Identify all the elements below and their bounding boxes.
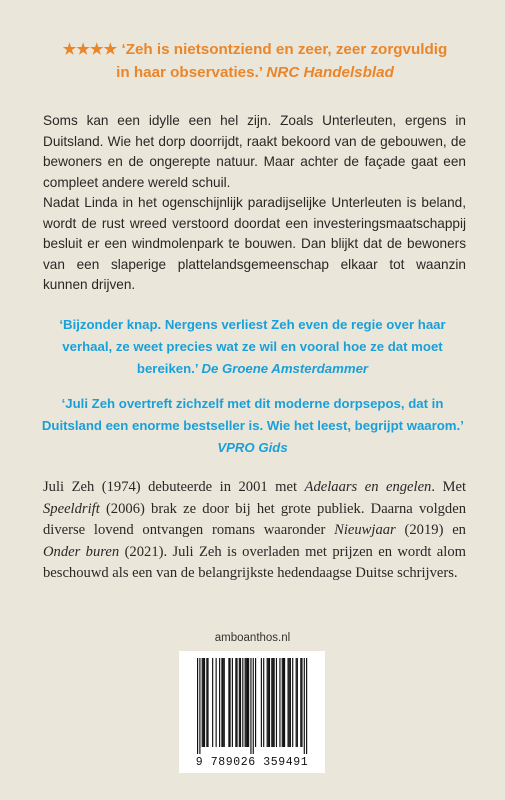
barcode-bar	[232, 658, 233, 747]
barcode-bar	[235, 658, 236, 747]
barcode-bar	[263, 658, 264, 747]
barcode-bar	[199, 658, 200, 754]
bio-title-1: Adelaars en engelen	[304, 479, 432, 495]
review-quote-groene-source: De Groene Amsterdammer	[201, 361, 369, 376]
barcode-bar	[274, 658, 275, 747]
barcode-bar	[255, 658, 256, 747]
barcode-bar	[223, 658, 224, 747]
barcode-bar	[229, 658, 230, 747]
barcode-bar	[246, 658, 247, 747]
barcode-bar	[224, 658, 225, 747]
barcode-bar	[221, 658, 222, 747]
barcode-bar	[248, 658, 249, 747]
bio-part-5: (2021). Juli Zeh is overladen met prijzen en wordt alom beschouwd als een van de belangrijkste hedendaagse Duitse schrijvers.	[43, 543, 466, 581]
barcode-bar	[219, 658, 220, 747]
barcode-bar	[261, 658, 262, 747]
barcode-bar	[287, 658, 288, 747]
barcode-bar	[292, 658, 293, 747]
barcode	[179, 651, 325, 773]
barcode-bar	[283, 658, 284, 747]
barcode-bar	[207, 658, 208, 747]
barcode-digits: 9 789026 359491	[195, 756, 309, 769]
barcode-bar	[296, 658, 297, 747]
barcode-bar	[236, 658, 237, 747]
barcode-bar	[289, 658, 290, 747]
bio-title-3: Nieuwjaar	[334, 522, 396, 538]
barcode-bar	[301, 658, 302, 747]
barcode-bar	[282, 658, 283, 747]
barcode-bar	[240, 658, 241, 747]
barcode-bar	[203, 658, 204, 747]
top-quote-line-2	[40, 61, 470, 84]
barcode-bar	[276, 658, 277, 747]
barcode-bar	[271, 658, 272, 747]
barcode-bar	[268, 658, 269, 747]
review-quote-groene	[40, 314, 465, 380]
publisher-website: amboanthos.nl	[214, 632, 291, 644]
barcode-bar	[247, 658, 248, 747]
bio-part-2: . Met	[431, 479, 467, 495]
top-quote-line-1	[40, 38, 470, 61]
barcode-bar	[279, 658, 280, 747]
barcode-bar	[228, 658, 229, 747]
top-quote-source: NRC Handelsblad	[266, 64, 394, 81]
barcode-bar	[253, 658, 254, 754]
synopsis-paragraph-2: Nadat Linda in het ogenschijnlijk paradijselijke Unterleuten is beland, wordt de rust wreed verstoord doordat een investeringsmaatschappij besluit er een windmolenpark te bouwen. Dan blijkt dat de bewoners van een slaperige plattelandsgemeenschap elkaar tot waanzin kunnen drijven.	[43, 195, 466, 292]
barcode-bar	[245, 658, 246, 747]
barcode-bar	[242, 658, 243, 747]
barcode-bar	[212, 658, 213, 747]
barcode-graphic	[179, 651, 325, 773]
bio-title-2: Speeldrift	[43, 500, 100, 517]
bio-title-4: Onder buren	[43, 543, 120, 560]
bio-part-4: (2019) en	[395, 522, 466, 538]
barcode-bar	[272, 658, 273, 747]
barcode-bar	[239, 658, 240, 747]
barcode-bar	[304, 658, 305, 754]
barcode-bar	[250, 658, 251, 754]
barcode-bar	[206, 658, 207, 747]
barcode-bar	[197, 658, 198, 754]
bio-part-1: Juli Zeh (1974) debuteerde in 2001 met	[43, 479, 305, 495]
barcode-bar	[300, 658, 301, 747]
barcode-bar	[204, 658, 205, 747]
top-quote-text-1: ‘Zeh is nietsontziend en zeer, zeer zorgvuldig	[121, 41, 448, 58]
author-bio	[43, 477, 466, 585]
review-quote-groene-text: ‘Bijzonder knap. Nergens verliest Zeh even de regie over haar verhaal, ze weet precies wat ze wil en vooral hoe ze dat moet bereiken.’	[59, 317, 446, 376]
synopsis-paragraph-1: Soms kan een idylle een hel zijn. Zoals Unterleuten, ergens in Duitsland. Wie het dorp doorrijdt, raakt bekoord van de gebouwen, de bewoners en de ongerepte natuur. Maar achter de façade gaat een compleet andere wereld schuil.	[43, 113, 466, 190]
rating-stars: ★★★★	[62, 41, 118, 58]
barcode-bar	[269, 658, 270, 747]
top-quote-text-2: in haar observaties.’	[116, 64, 263, 81]
barcode-bar	[290, 658, 291, 747]
review-quote-vpro-text: ‘Juli Zeh overtreft zichzelf met dit moderne dorpsepos, dat in Duitsland een enorme bestseller is. Wie het leest, begrijpt waarom.’	[41, 396, 464, 433]
review-quote-vpro	[40, 393, 465, 459]
barcode-bar	[284, 658, 285, 747]
bio-part-3: (2006) brak ze door bij het grote publiek. Daarna volgden diverse lovend ontvangen romans waaronder	[43, 500, 466, 538]
top-review-quote	[40, 38, 470, 84]
barcode-bar	[267, 658, 268, 747]
barcode-bar	[297, 658, 298, 747]
barcode-bar	[306, 658, 307, 754]
barcode-bar	[202, 658, 203, 747]
review-quote-vpro-source: VPRO Gids	[217, 440, 288, 455]
barcode-bar	[216, 658, 217, 747]
